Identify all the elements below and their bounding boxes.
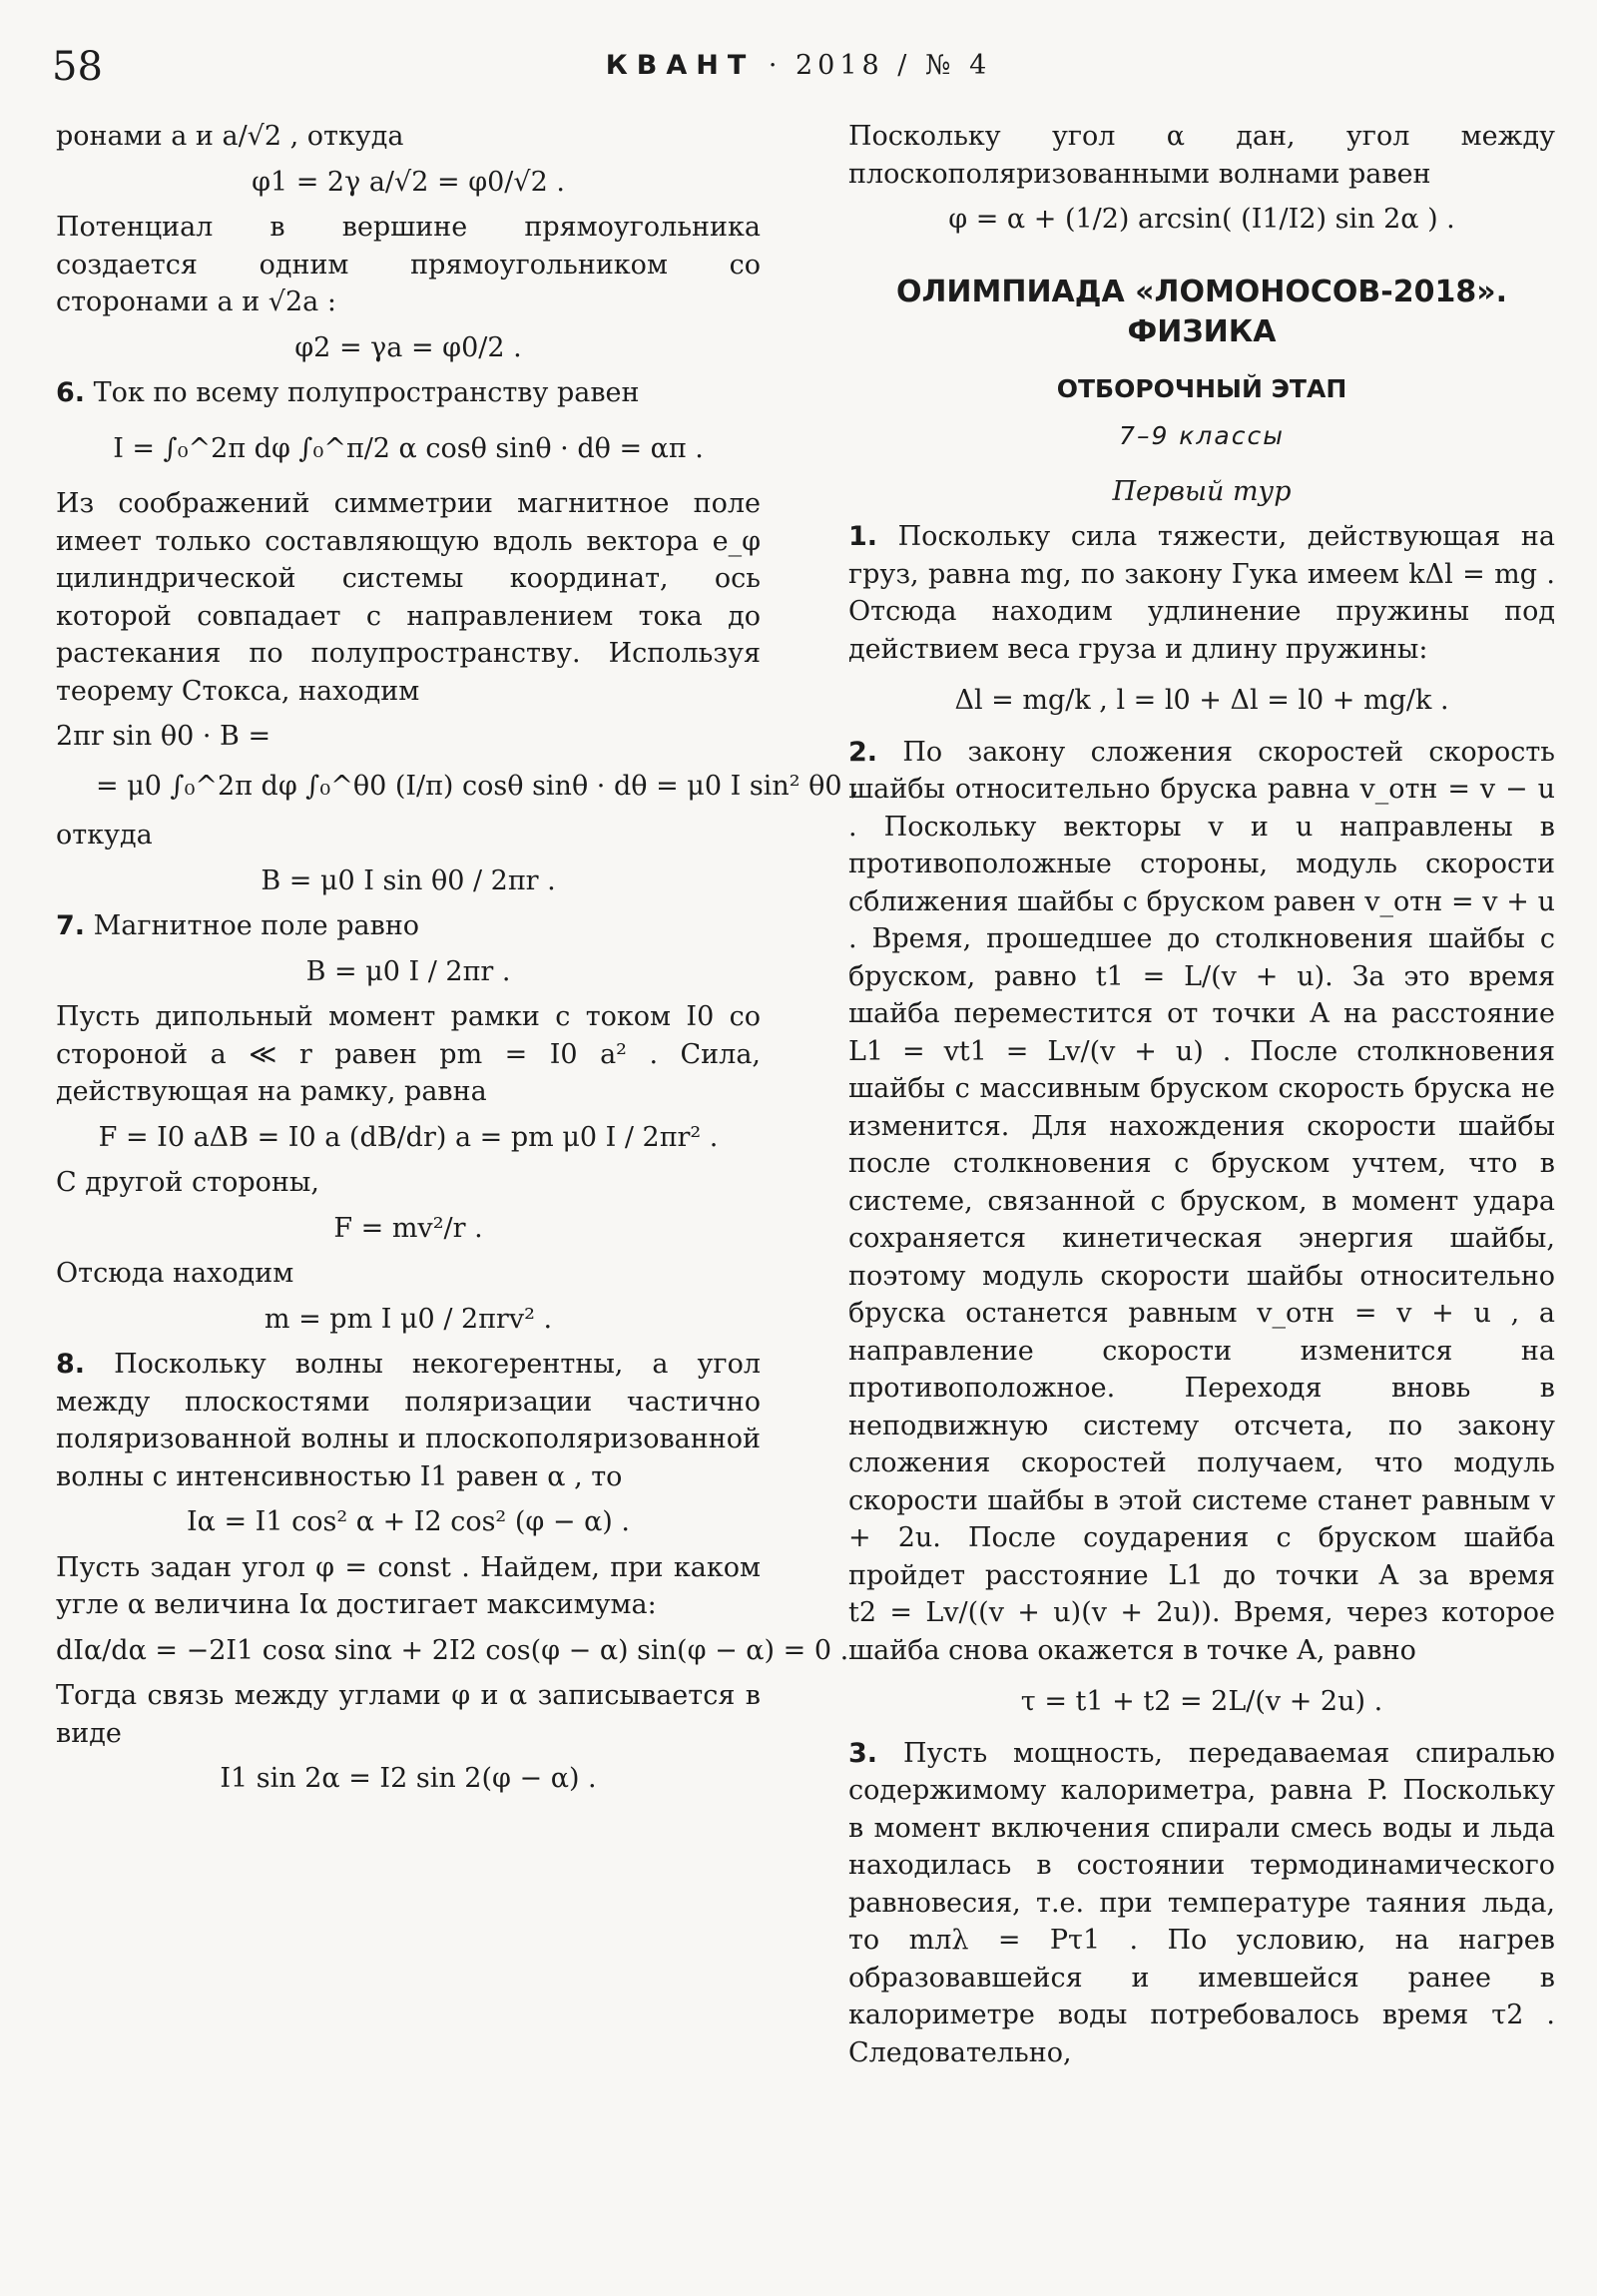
text-line: С другой стороны, [56,1167,319,1198]
formula-phi2: φ2 = γa = φ0/2 . [294,331,522,363]
formula-B: B = μ0 I / 2πr . [305,955,511,987]
problem-text: Поскольку волны некогерентны, а угол между плоскостями поляризации частично поляризованной волны и плоскополяризованной волны с интенсивностью I1 равен α , то [56,1349,761,1492]
formula-current-integral: I = ∫₀^2π dφ ∫₀^π/2 α cosθ sinθ · dθ = απ . [113,432,704,464]
problem-text: По закону сложения скоростей скорость шайбы относительно бруска равна v_отн = v − u . Поскольку векторы v и u направлены в противоположные стороны, модуль скорости сближения шайбы с бруском равен v_отн = v + u . Время, прошедшее до столкновения шайбы с бруском, равно [848,736,1555,992]
left-column [56,118,859,1806]
paragraph: Поскольку угол α дан, угол между плоскополяризованными волнами равен [848,121,1555,190]
problem-text: время [1468,1559,1556,1591]
problem-text: Поскольку сила тяжести, действующая на груз, равна mg, по закону Гука имеем kΔl = mg . Отсюда находим удлинение пружины под действием веса груза и длину пружины: [848,521,1555,665]
problem-number: 6. [56,377,86,408]
formula-phi1: φ1 = 2γ a/√2 = φ0/√2 . [252,166,565,198]
problem-1 [848,518,1555,668]
formula-force: F = I0 aΔB = I0 a (dB/dr) a = pm μ0 I / 2πr² . [98,1121,719,1153]
formula-angle-relation: I1 sin 2α = I2 sin 2(φ − α) . [220,1763,597,1794]
formula-L1: L1 = vt1 = Lv/(v + u) [848,1035,1204,1067]
formula-stokes-left: 2πr sin θ0 · B = [56,721,271,752]
section-title [848,273,1555,352]
problem-number: 2. [848,736,878,768]
problem-text: . За это время шайба переместится [848,960,1555,1029]
problem-number: 1. [848,521,878,552]
problem-text: шайба снова окажется в точке A, равно [848,1634,1416,1666]
text-line: Отсюда находим [56,1258,294,1289]
problem-6 [56,374,761,412]
problem-text: . После [1222,1035,1338,1067]
formula-derivative: dIα/dα = −2I1 cosα sinα + 2I2 cos(φ − α) sin(φ − α) = 0 . [56,1634,849,1666]
paragraph: Потенциал в вершине прямоугольника создается одним прямоугольником со сторонами a и √2a : [56,212,761,317]
text-line: откуда [56,820,153,851]
section-subtitle: ОТБОРОЧНЫЙ ЭТАП [1056,373,1347,403]
problem-number: 3. [848,1737,878,1769]
paragraph: Пусть задан угол φ = const . Найдем, при каком угле α величина Iα достигает максимума: [56,1551,761,1620]
journal-issue: · 2018 / № 4 [768,50,992,81]
tour-label: Первый тур [1112,475,1292,507]
formula-phi-arcsin: φ = α + (1/2) arcsin( (I1/I2) sin 2α ) . [948,204,1455,235]
formula-tau: τ = t1 + t2 = 2L/(v + 2u) . [1020,1686,1383,1717]
section-title-line2: ФИЗИКА [1127,313,1277,349]
page-header [0,0,1597,110]
formula-stokes-right: = μ0 ∫₀^2π dφ ∫₀^θ0 (I/π) cosθ sinθ · dθ = μ0 I sin² θ0 , [96,770,859,802]
problem-7 [56,907,761,945]
problem-text: от точки A на расстояние [1167,998,1555,1029]
problem-text: Ток по всему полупространству равен [93,377,640,408]
formula-t1: t1 = L/(v + u) [1095,960,1326,992]
formula-t2: t2 = Lv/((v + u)(v + 2u)) [848,1597,1212,1628]
grades-label: 7–9 классы [1119,421,1285,450]
formula-mass: m = pm I μ0 / 2πrv² . [264,1303,553,1335]
journal-title [0,50,1597,81]
paragraph: Из соображений симметрии магнитное поле имеет только составляющую вдоль вектора e_φ цилиндрической системы координат, ось которой совпадает с направлением тока до растекания по полупространству. Используя теорему Стокса, находим [56,488,761,707]
problem-text: Магнитное поле равно [93,910,420,941]
problem-number: 7. [56,910,86,941]
problem-8 [56,1346,761,1495]
problem-text: столкновения шайбы с массивным бруском скорость бруска не изменится. Для нахождения скорости шайбы после столкновения с бруском учтем, что в системе, связанной с бруском, в момент удара сохраняется кинетическая энергия шайбы, поэтому модуль скорости шайбы относительно бруска останется равным v_отн = v + u , а направление скорости изменится на противоположное. Переходя вновь в неподвижную систему отсчета, по закону сложения скоростей получаем, что модуль скорости шайбы в этой системе станет равным v + 2u. После соударения с бруском шайба пройдет расстояние L1 до точки A за [848,1035,1555,1591]
paragraph: Тогда связь между углами φ и α записывается в виде [56,1680,761,1749]
problem-3 [848,1735,1555,2072]
formula-I-alpha: Iα = I1 cos² α + I2 cos² (φ − α) . [187,1506,630,1537]
section-title-line1: ОЛИМПИАДА «ЛОМОНОСОВ-2018». [895,274,1508,309]
formula-spring: Δl = mg/k , l = l0 + Δl = l0 + mg/k . [954,685,1449,716]
journal-name: КВАНТ [605,50,756,81]
paragraph: Пусть дипольный момент рамки с током I0 со стороной a ≪ r равен pm = I0 a² . Сила, действующая на рамку, равна [56,1001,761,1107]
problem-text: . Время, через которое [1211,1597,1555,1628]
formula-B-theta: B = μ0 I sin θ0 / 2πr . [261,864,556,896]
problem-text: Пусть мощность, передаваемая спиралью содержимому калориметра, равна P. Поскольку в момент включения спирали смесь воды и льда находилась в состоянии термодинамического равновесия, т.е. при температуре таяния льда, то mлλ = Pτ1 . По условию, на нагрев образовавшейся и имевшейся ранее в калориметре воды потребовалось время τ2 . Следовательно, [848,1737,1555,2068]
problem-number: 8. [56,1349,86,1380]
text-line: ронами a и a/√2 , откуда [56,121,404,152]
page-number: 58 [52,44,103,90]
formula-F-centripetal: F = mv²/r . [333,1212,483,1244]
right-column [848,118,1555,2071]
problem-2 [848,734,1555,1670]
